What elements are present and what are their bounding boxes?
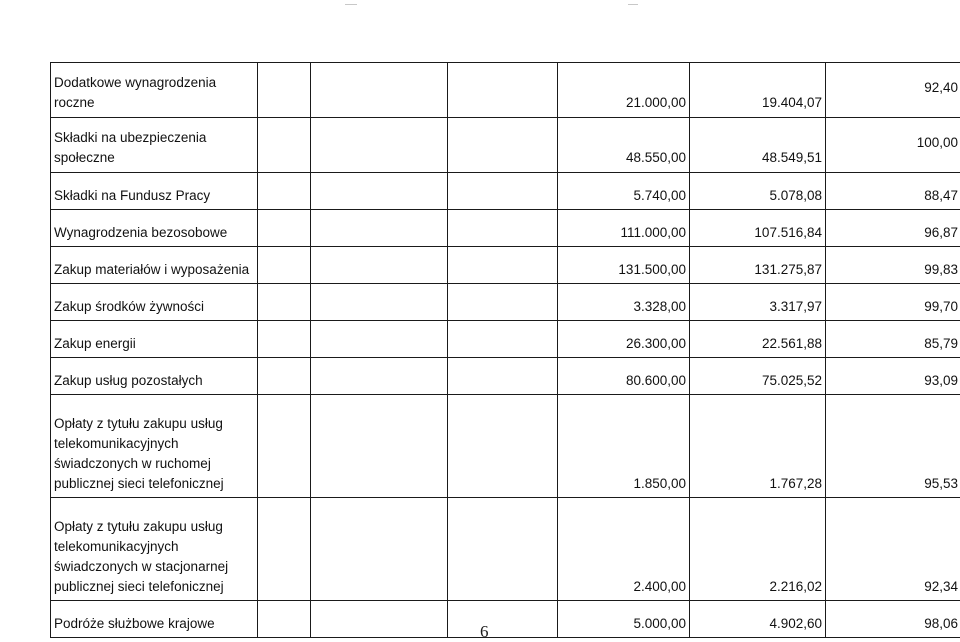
expense-name: Składki na Fundusz Pracy bbox=[51, 173, 258, 210]
empty-cell bbox=[311, 118, 448, 173]
empty-cell bbox=[448, 395, 558, 498]
table-row bbox=[51, 247, 960, 284]
scan-artifact-line bbox=[628, 4, 638, 5]
budget-table-container bbox=[50, 62, 960, 638]
table-row bbox=[51, 284, 960, 321]
empty-cell bbox=[311, 358, 448, 395]
execution-percent: 98,06 bbox=[826, 601, 960, 638]
planned-amount: 48.550,00 bbox=[558, 118, 690, 173]
execution-percent: 92,40 bbox=[826, 63, 960, 118]
empty-cell bbox=[311, 247, 448, 284]
expense-name: Zakup środków żywności bbox=[51, 284, 258, 321]
empty-cell bbox=[311, 395, 448, 498]
empty-cell bbox=[311, 284, 448, 321]
scan-artifact-line bbox=[345, 4, 357, 5]
execution-percent: 100,00 bbox=[826, 118, 960, 173]
empty-cell bbox=[448, 321, 558, 358]
expense-name: Zakup usług pozostałych bbox=[51, 358, 258, 395]
executed-amount: 75.025,52 bbox=[690, 358, 826, 395]
executed-amount: 1.767,28 bbox=[690, 395, 826, 498]
table-row bbox=[51, 498, 960, 601]
empty-cell bbox=[258, 358, 311, 395]
empty-cell bbox=[311, 498, 448, 601]
empty-cell bbox=[448, 284, 558, 321]
empty-cell bbox=[448, 601, 558, 638]
planned-amount: 3.328,00 bbox=[558, 284, 690, 321]
empty-cell bbox=[311, 63, 448, 118]
empty-cell bbox=[258, 247, 311, 284]
planned-amount: 131.500,00 bbox=[558, 247, 690, 284]
empty-cell bbox=[448, 210, 558, 247]
empty-cell bbox=[258, 498, 311, 601]
execution-percent: 88,47 bbox=[826, 173, 960, 210]
executed-amount: 5.078,08 bbox=[690, 173, 826, 210]
empty-cell bbox=[258, 321, 311, 358]
table-row bbox=[51, 395, 960, 498]
executed-amount: 3.317,97 bbox=[690, 284, 826, 321]
budget-execution-table bbox=[50, 62, 960, 638]
executed-amount: 48.549,51 bbox=[690, 118, 826, 173]
executed-amount: 131.275,87 bbox=[690, 247, 826, 284]
planned-amount: 111.000,00 bbox=[558, 210, 690, 247]
expense-name: Podróże służbowe krajowe bbox=[51, 601, 258, 638]
expense-name: Opłaty z tytułu zakupu usług telekomunikacyjnych świadczonych w stacjonarnej publicznej sieci telefonicznej bbox=[51, 498, 258, 601]
page-number: 6 bbox=[480, 622, 489, 642]
expense-name: Zakup materiałów i wyposażenia bbox=[51, 247, 258, 284]
table-row bbox=[51, 321, 960, 358]
planned-amount: 80.600,00 bbox=[558, 358, 690, 395]
table-row bbox=[51, 601, 960, 638]
execution-percent: 99,70 bbox=[826, 284, 960, 321]
empty-cell bbox=[258, 284, 311, 321]
empty-cell bbox=[258, 63, 311, 118]
expense-name: Składki na ubezpieczenia społeczne bbox=[51, 118, 258, 173]
execution-percent: 99,83 bbox=[826, 247, 960, 284]
empty-cell bbox=[448, 173, 558, 210]
table-row bbox=[51, 358, 960, 395]
empty-cell bbox=[258, 210, 311, 247]
planned-amount: 5.000,00 bbox=[558, 601, 690, 638]
table-row bbox=[51, 118, 960, 173]
planned-amount: 26.300,00 bbox=[558, 321, 690, 358]
planned-amount: 21.000,00 bbox=[558, 63, 690, 118]
empty-cell bbox=[448, 118, 558, 173]
planned-amount: 1.850,00 bbox=[558, 395, 690, 498]
empty-cell bbox=[258, 173, 311, 210]
empty-cell bbox=[258, 395, 311, 498]
expense-name: Opłaty z tytułu zakupu usług telekomunikacyjnych świadczonych w ruchomej publicznej sieci telefonicznej bbox=[51, 395, 258, 498]
expense-name: Dodatkowe wynagrodzenia roczne bbox=[51, 63, 258, 118]
empty-cell bbox=[258, 601, 311, 638]
planned-amount: 5.740,00 bbox=[558, 173, 690, 210]
empty-cell bbox=[311, 601, 448, 638]
execution-percent: 85,79 bbox=[826, 321, 960, 358]
execution-percent: 93,09 bbox=[826, 358, 960, 395]
empty-cell bbox=[311, 173, 448, 210]
empty-cell bbox=[448, 63, 558, 118]
execution-percent: 92,34 bbox=[826, 498, 960, 601]
empty-cell bbox=[258, 118, 311, 173]
executed-amount: 4.902,60 bbox=[690, 601, 826, 638]
table-row bbox=[51, 173, 960, 210]
executed-amount: 2.216,02 bbox=[690, 498, 826, 601]
expense-name: Wynagrodzenia bezosobowe bbox=[51, 210, 258, 247]
expense-name: Zakup energii bbox=[51, 321, 258, 358]
executed-amount: 107.516,84 bbox=[690, 210, 826, 247]
empty-cell bbox=[311, 321, 448, 358]
table-row bbox=[51, 63, 960, 118]
empty-cell bbox=[311, 210, 448, 247]
execution-percent: 96,87 bbox=[826, 210, 960, 247]
planned-amount: 2.400,00 bbox=[558, 498, 690, 601]
empty-cell bbox=[448, 247, 558, 284]
empty-cell bbox=[448, 358, 558, 395]
empty-cell bbox=[448, 498, 558, 601]
execution-percent: 95,53 bbox=[826, 395, 960, 498]
table-row bbox=[51, 210, 960, 247]
executed-amount: 19.404,07 bbox=[690, 63, 826, 118]
executed-amount: 22.561,88 bbox=[690, 321, 826, 358]
